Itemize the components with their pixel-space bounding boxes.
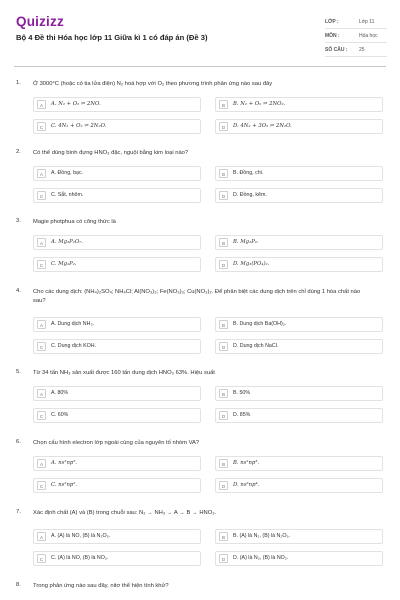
meta-row-class xyxy=(325,15,387,29)
header-divider xyxy=(14,66,386,67)
answer-option-a[interactable] xyxy=(33,317,201,332)
meta-value: 25 xyxy=(359,46,365,53)
question-text: Xác định chất (A) và (B) trong chuỗi sau: N₂ → NH₃ → A → B → HNO₃. xyxy=(33,510,217,516)
option-text: A. Dung dịch NH₃. xyxy=(51,321,95,327)
answer-option-b[interactable] xyxy=(215,97,383,112)
option-text: C. 4N₂ + O₂ ⇌ 2N₂O. xyxy=(51,123,107,129)
option-text: B. Mg₃P₂. xyxy=(233,239,259,245)
answer-option-c[interactable] xyxy=(33,478,201,493)
option-letter-badge: C xyxy=(37,411,46,420)
question-number: 2. xyxy=(16,149,21,155)
question-text: Ở 3000°C (hoặc có tia lửa điện) N₂ hoá hợp với O₂ theo phương trình phản ứng nào sau đây xyxy=(33,81,273,87)
answer-option-d[interactable] xyxy=(215,188,383,203)
option-letter-badge: B xyxy=(219,238,228,247)
question-number: 3. xyxy=(16,218,21,224)
option-letter-badge: A xyxy=(37,100,46,109)
option-text: A. Đồng, bạc. xyxy=(51,170,84,176)
option-text: C. Dung dịch KOH. xyxy=(51,343,97,349)
answer-option-c[interactable] xyxy=(33,551,201,566)
question-text: Cho các dung dịch: (NH₄)₂SO₄; NH₄Cl; Al(NO₃)₃; Fe(NO₃)₃; Cu(NO₃)₂. Để phân biệt các dung dịch trên chỉ dùng 1 hóa chất nào sau? xyxy=(33,289,361,304)
option-text: B. N₂ + O₂ ⇌ 2NO₂. xyxy=(233,101,286,107)
option-letter-badge: B xyxy=(219,389,228,398)
option-text: C. ns²np². xyxy=(51,482,78,488)
answer-option-b[interactable] xyxy=(215,529,383,544)
answer-option-a[interactable] xyxy=(33,235,201,250)
answer-option-d[interactable] xyxy=(215,339,383,354)
answer-option-b[interactable] xyxy=(215,235,383,250)
meta-value: Hóa học xyxy=(359,32,378,39)
answer-option-a[interactable] xyxy=(33,97,201,112)
option-text: A. (A) là NO, (B) là N₂O₅. xyxy=(51,533,111,539)
answer-option-d[interactable] xyxy=(215,408,383,423)
answer-option-a[interactable] xyxy=(33,166,201,181)
option-letter-badge: A xyxy=(37,169,46,178)
option-text: D. Mg₃(PO₄)₂. xyxy=(233,261,270,267)
option-letter-badge: C xyxy=(37,342,46,351)
option-text: A. Mg₃P₂O₇. xyxy=(51,239,83,245)
option-text: A. N₂ + O₂ ⇌ 2NO. xyxy=(51,101,101,107)
option-letter-badge: A xyxy=(37,320,46,329)
question-number: 1. xyxy=(16,80,21,86)
option-text: B. Dung dịch Ba(OH)₂. xyxy=(233,321,287,327)
option-letter-badge: D xyxy=(219,191,228,200)
option-letter-badge: D xyxy=(219,260,228,269)
option-text: C. (A) là NO, (B) là NO₂. xyxy=(51,555,109,561)
option-text: D. (A) là N₂, (B) là NO₂. xyxy=(233,555,289,561)
option-letter-badge: B xyxy=(219,532,228,541)
option-letter-badge: B xyxy=(219,320,228,329)
option-text: D. 4N₂ + 3O₂ ⇌ 2N₂O. xyxy=(233,123,292,129)
option-letter-badge: A xyxy=(37,389,46,398)
question-number: 5. xyxy=(16,369,21,375)
meta-key: MÔN : xyxy=(325,32,340,39)
option-text: D. Đồng, kẽm. xyxy=(233,192,267,198)
option-text: A. 80% xyxy=(51,390,69,396)
question-number: 6. xyxy=(16,439,21,445)
answer-option-a[interactable] xyxy=(33,456,201,471)
option-letter-badge: B xyxy=(219,100,228,109)
option-text: B. Đồng, chì. xyxy=(233,170,264,176)
option-letter-badge: D xyxy=(219,481,228,490)
answer-option-b[interactable] xyxy=(215,166,383,181)
option-letter-badge: A xyxy=(37,532,46,541)
option-letter-badge: D xyxy=(219,554,228,563)
meta-info-panel xyxy=(325,15,387,57)
answer-option-b[interactable] xyxy=(215,317,383,332)
option-letter-badge: C xyxy=(37,554,46,563)
option-text: C. Sắt, nhôm. xyxy=(51,192,84,198)
option-text: B. (A) là N₂, (B) là N₂O₅. xyxy=(233,533,291,539)
question-text: Có thể dùng bình đựng HNO₃ đặc, nguội bằng kim loại nào? xyxy=(33,150,189,156)
question-number: 7. xyxy=(16,509,21,515)
option-letter-badge: C xyxy=(37,122,46,131)
answer-option-d[interactable] xyxy=(215,551,383,566)
answer-option-a[interactable] xyxy=(33,386,201,401)
option-letter-badge: D xyxy=(219,122,228,131)
meta-key: LỚP : xyxy=(325,18,339,25)
meta-key: SỐ CÂU : xyxy=(325,46,348,53)
quizizz-logo: Quizizz xyxy=(16,14,64,29)
question-text: Magie photphua có công thức là xyxy=(33,219,116,225)
option-text: B. 50% xyxy=(233,390,251,396)
answer-option-c[interactable] xyxy=(33,188,201,203)
option-text: A. ns²np⁵. xyxy=(51,460,78,466)
option-letter-badge: C xyxy=(37,260,46,269)
answer-option-b[interactable] xyxy=(215,456,383,471)
option-letter-badge: A xyxy=(37,238,46,247)
option-text: B. ns²np³. xyxy=(233,460,260,466)
meta-row-count xyxy=(325,43,387,57)
option-letter-badge: C xyxy=(37,191,46,200)
option-text: C. Mg₂P₂. xyxy=(51,261,77,267)
option-text: C. 60% xyxy=(51,412,69,418)
question-text: Chọn cấu hình electron lớp ngoài cùng của nguyên tố nhóm VA? xyxy=(33,440,200,446)
option-letter-badge: B xyxy=(219,169,228,178)
option-letter-badge: B xyxy=(219,459,228,468)
answer-option-a[interactable] xyxy=(33,529,201,544)
option-text: D. ns²np⁴. xyxy=(233,482,260,488)
option-letter-badge: A xyxy=(37,459,46,468)
question-number: 4. xyxy=(16,288,21,294)
meta-value: Lớp 11 xyxy=(359,18,375,25)
option-text: D. 85% xyxy=(233,412,251,418)
answer-option-c[interactable] xyxy=(33,408,201,423)
option-letter-badge: D xyxy=(219,342,228,351)
answer-option-c[interactable] xyxy=(33,257,201,272)
question-text: Trong phản ứng nào sau đây, nitơ thể hiện tính khử? xyxy=(33,583,169,589)
answer-option-b[interactable] xyxy=(215,386,383,401)
page-title: Bộ 4 Đề thi Hóa học lớp 11 Giữa kì 1 có đáp án (Đề 3) xyxy=(16,33,208,42)
meta-row-subject xyxy=(325,29,387,43)
answer-option-d[interactable] xyxy=(215,257,383,272)
option-letter-badge: C xyxy=(37,481,46,490)
answer-option-d[interactable] xyxy=(215,119,383,134)
option-letter-badge: D xyxy=(219,411,228,420)
question-text: Từ 34 tấn NH₃ sản xuất được 160 tấn dung dịch HNO₃ 63%. Hiệu suất xyxy=(33,370,215,376)
option-text: D. Dung dịch NaCl. xyxy=(233,343,279,349)
question-number: 8. xyxy=(16,582,21,588)
answer-option-c[interactable] xyxy=(33,339,201,354)
answer-option-d[interactable] xyxy=(215,478,383,493)
answer-option-c[interactable] xyxy=(33,119,201,134)
